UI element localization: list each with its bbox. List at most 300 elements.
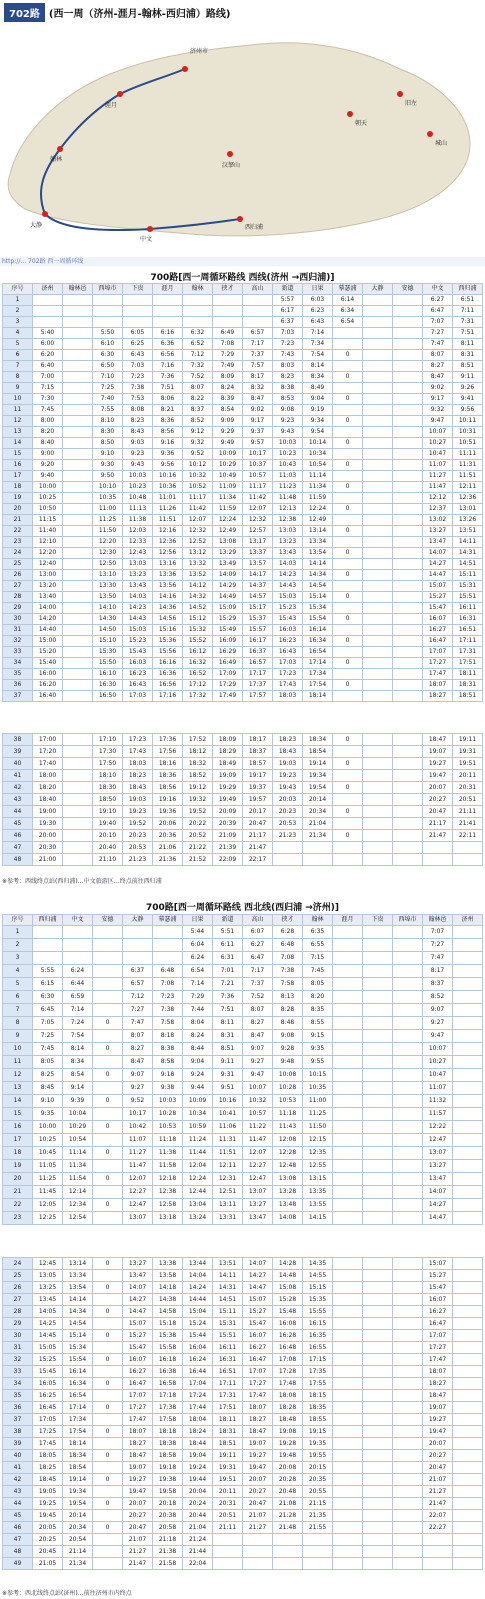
- time-cell: 6:55: [303, 939, 333, 952]
- time-cell: 12:24: [213, 515, 243, 526]
- time-cell: [303, 854, 333, 866]
- time-cell: 8:14: [303, 361, 333, 372]
- time-cell: 8:45: [33, 1082, 63, 1095]
- column-header: 涯月: [333, 915, 363, 926]
- time-cell: 17:03: [273, 658, 303, 669]
- time-cell: [393, 1426, 423, 1438]
- row-index: 43: [3, 794, 33, 806]
- time-cell: 16:12: [183, 647, 213, 658]
- schedule-table-west-continued: [2, 733, 483, 866]
- time-cell: 19:17: [243, 770, 273, 782]
- time-cell: [393, 559, 423, 570]
- time-cell: [363, 1199, 393, 1212]
- time-cell: 14:49: [213, 592, 243, 603]
- time-cell: 9:18: [153, 1069, 183, 1082]
- time-cell: 10:34: [183, 1108, 213, 1121]
- time-cell: 12:20: [93, 537, 123, 548]
- time-cell: [363, 1173, 393, 1186]
- time-cell: 6:54: [333, 317, 363, 328]
- time-cell: 18:32: [183, 758, 213, 770]
- time-cell: 14:43: [273, 581, 303, 592]
- time-cell: 7:29: [213, 350, 243, 361]
- time-cell: 17:48: [273, 1378, 303, 1390]
- time-cell: [363, 504, 393, 515]
- time-cell: [363, 1318, 393, 1330]
- time-cell: 8:23: [273, 372, 303, 383]
- time-cell: [453, 1017, 483, 1030]
- time-cell: [393, 1378, 423, 1390]
- time-cell: [333, 926, 363, 939]
- time-cell: 21:17: [423, 818, 453, 830]
- time-cell: 9:47: [423, 416, 453, 427]
- table2-note: ※参考：西北线终点站(济州)…前往济州市内终点: [2, 1590, 132, 1597]
- time-cell: 22:04: [183, 1558, 213, 1570]
- time-cell: 18:27: [123, 1438, 153, 1450]
- time-cell: 6:17: [273, 306, 303, 317]
- time-cell: 18:58: [153, 1450, 183, 1462]
- time-cell: 12:10: [33, 537, 63, 548]
- time-cell: 16:03: [273, 625, 303, 636]
- time-cell: 20:14: [63, 1510, 93, 1522]
- time-cell: [333, 493, 363, 504]
- row-index: 6: [3, 350, 33, 361]
- time-cell: 11:14: [63, 1147, 93, 1160]
- column-header: 西埠市: [393, 915, 423, 926]
- time-cell: 7:37: [243, 350, 273, 361]
- time-cell: 6:59: [63, 991, 93, 1004]
- time-cell: [333, 1134, 363, 1147]
- time-cell: 19:15: [303, 1426, 333, 1438]
- time-cell: 19:54: [63, 1498, 93, 1510]
- time-cell: 18:31: [453, 680, 483, 691]
- table-row: [3, 1212, 483, 1225]
- time-cell: 0: [333, 372, 363, 383]
- time-cell: [363, 416, 393, 427]
- time-cell: 15:50: [93, 658, 123, 669]
- time-cell: 18:43: [123, 782, 153, 794]
- time-cell: [153, 939, 183, 952]
- table-row: [3, 1354, 483, 1366]
- time-cell: [393, 734, 423, 746]
- row-index: 47: [3, 1534, 33, 1546]
- time-cell: [363, 493, 393, 504]
- time-cell: 13:52: [183, 570, 213, 581]
- table-row: [3, 978, 483, 991]
- time-cell: 0: [333, 734, 363, 746]
- time-cell: 6:10: [93, 339, 123, 350]
- time-cell: [63, 658, 93, 669]
- row-index: 16: [3, 460, 33, 471]
- table-row: [3, 1414, 483, 1426]
- time-cell: [333, 991, 363, 1004]
- time-cell: [393, 1450, 423, 1462]
- time-cell: 14:07: [423, 1186, 453, 1199]
- time-cell: 11:42: [243, 493, 273, 504]
- row-index: 31: [3, 1342, 33, 1354]
- time-cell: [453, 842, 483, 854]
- time-cell: 17:35: [303, 1366, 333, 1378]
- time-cell: 13:44: [183, 1258, 213, 1270]
- time-cell: 21:10: [93, 854, 123, 866]
- time-cell: [453, 1450, 483, 1462]
- time-cell: 15:16: [153, 625, 183, 636]
- time-cell: [333, 1330, 363, 1342]
- time-cell: 5:55: [33, 965, 63, 978]
- time-cell: 0: [93, 1474, 123, 1486]
- time-cell: 11:31: [453, 460, 483, 471]
- time-cell: 11:14: [303, 471, 333, 482]
- time-cell: 14:34: [63, 1306, 93, 1318]
- time-cell: 6:28: [273, 926, 303, 939]
- time-cell: 15:54: [63, 1354, 93, 1366]
- time-cell: 7:47: [123, 1017, 153, 1030]
- row-index: 36: [3, 1402, 33, 1414]
- time-cell: 8:27: [123, 1043, 153, 1056]
- time-cell: 6:16: [153, 328, 183, 339]
- time-cell: 11:48: [273, 493, 303, 504]
- time-cell: [363, 394, 393, 405]
- column-header: 挟才: [213, 284, 243, 295]
- row-index: 27: [3, 581, 33, 592]
- time-cell: 17:44: [183, 1402, 213, 1414]
- time-cell: 0: [333, 548, 363, 559]
- table-row: [3, 746, 483, 758]
- time-cell: [333, 1108, 363, 1121]
- time-cell: 10:47: [423, 1069, 453, 1082]
- time-cell: 9:28: [273, 1043, 303, 1056]
- time-cell: [93, 926, 123, 939]
- time-cell: 6:57: [243, 328, 273, 339]
- time-cell: [393, 460, 423, 471]
- time-cell: 21:48: [273, 1522, 303, 1534]
- time-cell: [423, 1546, 453, 1558]
- time-cell: [363, 317, 393, 328]
- time-cell: [333, 978, 363, 991]
- time-cell: 15:36: [153, 636, 183, 647]
- time-cell: [333, 770, 363, 782]
- time-cell: [273, 1534, 303, 1546]
- time-cell: [333, 1510, 363, 1522]
- time-cell: [213, 295, 243, 306]
- time-cell: 13:57: [243, 559, 273, 570]
- time-cell: 8:23: [123, 416, 153, 427]
- time-cell: 17:11: [453, 636, 483, 647]
- time-cell: [333, 559, 363, 570]
- time-cell: [333, 1342, 363, 1354]
- time-cell: [363, 770, 393, 782]
- time-cell: 6:44: [63, 978, 93, 991]
- table-row: [3, 1558, 483, 1570]
- table-row: [3, 680, 483, 691]
- time-cell: 6:50: [93, 361, 123, 372]
- time-cell: 0: [333, 394, 363, 405]
- time-cell: 20:11: [213, 1486, 243, 1498]
- time-cell: 12:44: [183, 1186, 213, 1199]
- time-cell: 21:41: [453, 818, 483, 830]
- time-cell: 11:32: [423, 1095, 453, 1108]
- map-label-jocheon: 朝天: [355, 120, 368, 127]
- time-cell: 19:07: [243, 1438, 273, 1450]
- time-cell: 10:12: [183, 460, 213, 471]
- time-cell: [213, 1534, 243, 1546]
- time-cell: [93, 952, 123, 965]
- time-cell: [393, 939, 423, 952]
- time-cell: 15:54: [303, 614, 333, 625]
- time-cell: 15:47: [243, 1318, 273, 1330]
- time-cell: 7:08: [273, 952, 303, 965]
- map-label-hallim: 翰林: [50, 156, 63, 163]
- time-cell: [63, 383, 93, 394]
- time-cell: 7:40: [93, 394, 123, 405]
- time-cell: 18:15: [303, 1390, 333, 1402]
- table-row: [3, 939, 483, 952]
- time-cell: 16:27: [243, 1342, 273, 1354]
- time-cell: 15:24: [183, 1318, 213, 1330]
- time-cell: [453, 1438, 483, 1450]
- time-cell: 12:33: [123, 537, 153, 548]
- time-cell: [393, 1043, 423, 1056]
- time-cell: 7:47: [423, 339, 453, 350]
- time-cell: [333, 1534, 363, 1546]
- time-cell: [393, 1294, 423, 1306]
- time-cell: 19:16: [153, 794, 183, 806]
- time-cell: 14:47: [423, 1212, 453, 1225]
- time-cell: 15:52: [183, 636, 213, 647]
- time-cell: 8:08: [123, 405, 153, 416]
- table-row: [3, 1450, 483, 1462]
- time-cell: 16:15: [303, 1318, 333, 1330]
- time-cell: 14:40: [33, 625, 63, 636]
- time-cell: [363, 295, 393, 306]
- time-cell: 8:53: [273, 394, 303, 405]
- table-row: [3, 317, 483, 328]
- time-cell: 7:21: [213, 978, 243, 991]
- table-row: [3, 926, 483, 939]
- time-cell: 16:31: [453, 614, 483, 625]
- table-row: [3, 952, 483, 965]
- time-cell: [63, 854, 93, 866]
- time-cell: 19:32: [183, 794, 213, 806]
- time-cell: 10:07: [423, 1043, 453, 1056]
- time-cell: [393, 1330, 423, 1342]
- time-cell: [63, 758, 93, 770]
- row-index: 7: [3, 361, 33, 372]
- row-index: 9: [3, 1030, 33, 1043]
- time-cell: 15:09: [213, 603, 243, 614]
- time-cell: [393, 1082, 423, 1095]
- time-cell: 20:03: [273, 794, 303, 806]
- time-cell: 0: [93, 1498, 123, 1510]
- time-cell: 6:11: [213, 939, 243, 952]
- time-cell: [333, 471, 363, 482]
- time-cell: 6:35: [303, 926, 333, 939]
- time-cell: 20:47: [123, 1522, 153, 1534]
- time-cell: [363, 926, 393, 939]
- time-cell: [393, 647, 423, 658]
- time-cell: 13:32: [183, 559, 213, 570]
- time-cell: [453, 926, 483, 939]
- time-cell: 14:51: [213, 1294, 243, 1306]
- time-cell: [363, 1294, 393, 1306]
- time-cell: 10:49: [213, 471, 243, 482]
- time-cell: [363, 581, 393, 592]
- time-cell: 19:25: [33, 1498, 63, 1510]
- time-cell: 14:27: [123, 1294, 153, 1306]
- time-cell: [453, 1342, 483, 1354]
- time-cell: 17:07: [243, 1366, 273, 1378]
- table-row: [3, 1330, 483, 1342]
- time-cell: 16:47: [423, 1318, 453, 1330]
- time-cell: 9:16: [153, 438, 183, 449]
- time-cell: 18:16: [153, 758, 183, 770]
- time-cell: [333, 1438, 363, 1450]
- time-cell: 7:45: [33, 405, 63, 416]
- time-cell: 6:43: [123, 350, 153, 361]
- time-cell: 14:17: [243, 570, 273, 581]
- time-cell: 11:03: [273, 471, 303, 482]
- time-cell: [363, 991, 393, 1004]
- time-cell: 19:27: [243, 1450, 273, 1462]
- time-cell: 20:45: [33, 1546, 63, 1558]
- time-cell: 16:30: [93, 680, 123, 691]
- time-cell: 8:35: [303, 1004, 333, 1017]
- time-cell: 22:17: [243, 854, 273, 866]
- time-cell: [363, 1212, 393, 1225]
- time-cell: [453, 1546, 483, 1558]
- time-cell: 16:27: [423, 625, 453, 636]
- time-cell: 15:07: [423, 1258, 453, 1270]
- time-cell: 18:34: [63, 1450, 93, 1462]
- time-cell: [363, 658, 393, 669]
- time-cell: 17:08: [273, 1354, 303, 1366]
- time-cell: [63, 350, 93, 361]
- time-cell: 9:47: [423, 1030, 453, 1043]
- table-row: [3, 1390, 483, 1402]
- time-cell: 15:03: [273, 592, 303, 603]
- time-cell: 5:44: [183, 926, 213, 939]
- time-cell: 13:30: [93, 581, 123, 592]
- map-label-aewol: 涯月: [105, 102, 118, 109]
- time-cell: [363, 794, 393, 806]
- time-cell: [363, 1134, 393, 1147]
- row-index: 38: [3, 1426, 33, 1438]
- time-cell: 12:18: [153, 1173, 183, 1186]
- time-cell: 10:34: [303, 449, 333, 460]
- table-row: [3, 1258, 483, 1270]
- time-cell: 18:43: [273, 746, 303, 758]
- time-cell: [453, 1056, 483, 1069]
- time-cell: [333, 1056, 363, 1069]
- time-cell: 11:17: [243, 482, 273, 493]
- time-cell: 0: [93, 1330, 123, 1342]
- row-index: 46: [3, 1522, 33, 1534]
- time-cell: [393, 1306, 423, 1318]
- time-cell: 7:30: [33, 394, 63, 405]
- time-cell: 14:27: [243, 1270, 273, 1282]
- time-cell: [363, 1498, 393, 1510]
- time-cell: 6:34: [333, 306, 363, 317]
- time-cell: [393, 1498, 423, 1510]
- time-cell: 14:08: [273, 1212, 303, 1225]
- time-cell: [453, 1199, 483, 1212]
- time-cell: 11:22: [243, 1121, 273, 1134]
- time-cell: 17:27: [423, 1342, 453, 1354]
- time-cell: 21:34: [63, 1558, 93, 1570]
- time-cell: 8:11: [453, 339, 483, 350]
- time-cell: 16:27: [423, 1306, 453, 1318]
- time-cell: 0: [333, 636, 363, 647]
- time-cell: 19:44: [183, 1474, 213, 1486]
- time-cell: 20:17: [243, 806, 273, 818]
- time-cell: 7:05: [33, 1017, 63, 1030]
- time-cell: 14:34: [303, 570, 333, 581]
- table-row: [3, 1318, 483, 1330]
- time-cell: [333, 1160, 363, 1173]
- time-cell: 7:58: [273, 978, 303, 991]
- time-cell: 18:37: [243, 746, 273, 758]
- row-index: 12: [3, 1069, 33, 1082]
- time-cell: [453, 1558, 483, 1570]
- time-cell: [363, 603, 393, 614]
- time-cell: [363, 1082, 393, 1095]
- time-cell: 19:57: [243, 794, 273, 806]
- time-cell: [333, 939, 363, 952]
- table-row: [3, 328, 483, 339]
- time-cell: 17:52: [183, 734, 213, 746]
- table-row: [3, 1426, 483, 1438]
- time-cell: 7:25: [33, 1030, 63, 1043]
- row-index: 2: [3, 939, 33, 952]
- time-cell: 9:52: [183, 449, 213, 460]
- time-cell: [453, 1043, 483, 1056]
- time-cell: 11:31: [213, 1134, 243, 1147]
- time-cell: 15:31: [213, 1318, 243, 1330]
- time-cell: 8:07: [183, 383, 213, 394]
- time-cell: [423, 854, 453, 866]
- time-cell: [363, 1522, 393, 1534]
- row-index: 10: [3, 1043, 33, 1056]
- time-cell: 12:20: [33, 548, 63, 559]
- time-cell: 19:30: [33, 818, 63, 830]
- time-cell: 18:23: [123, 770, 153, 782]
- time-cell: [393, 1522, 423, 1534]
- time-cell: 10:59: [183, 1121, 213, 1134]
- time-cell: 18:57: [243, 758, 273, 770]
- time-cell: 15:27: [243, 1306, 273, 1318]
- time-cell: 16:58: [153, 1378, 183, 1390]
- time-cell: 8:05: [303, 978, 333, 991]
- time-cell: 19:37: [243, 782, 273, 794]
- time-cell: 21:58: [153, 1558, 183, 1570]
- time-cell: 14:44: [183, 1294, 213, 1306]
- time-cell: 8:51: [453, 361, 483, 372]
- time-cell: 13:51: [453, 526, 483, 537]
- time-cell: [393, 1134, 423, 1147]
- column-header: 序号: [3, 915, 33, 926]
- time-cell: [393, 636, 423, 647]
- time-cell: 7:53: [123, 394, 153, 405]
- time-cell: 10:35: [303, 1082, 333, 1095]
- time-cell: [333, 1474, 363, 1486]
- time-cell: 13:26: [453, 515, 483, 526]
- time-cell: [333, 537, 363, 548]
- time-cell: 14:37: [243, 581, 273, 592]
- time-cell: [393, 1474, 423, 1486]
- time-cell: 18:44: [183, 1438, 213, 1450]
- table-row: [3, 1147, 483, 1160]
- time-cell: 20:40: [93, 842, 123, 854]
- time-cell: 17:50: [93, 758, 123, 770]
